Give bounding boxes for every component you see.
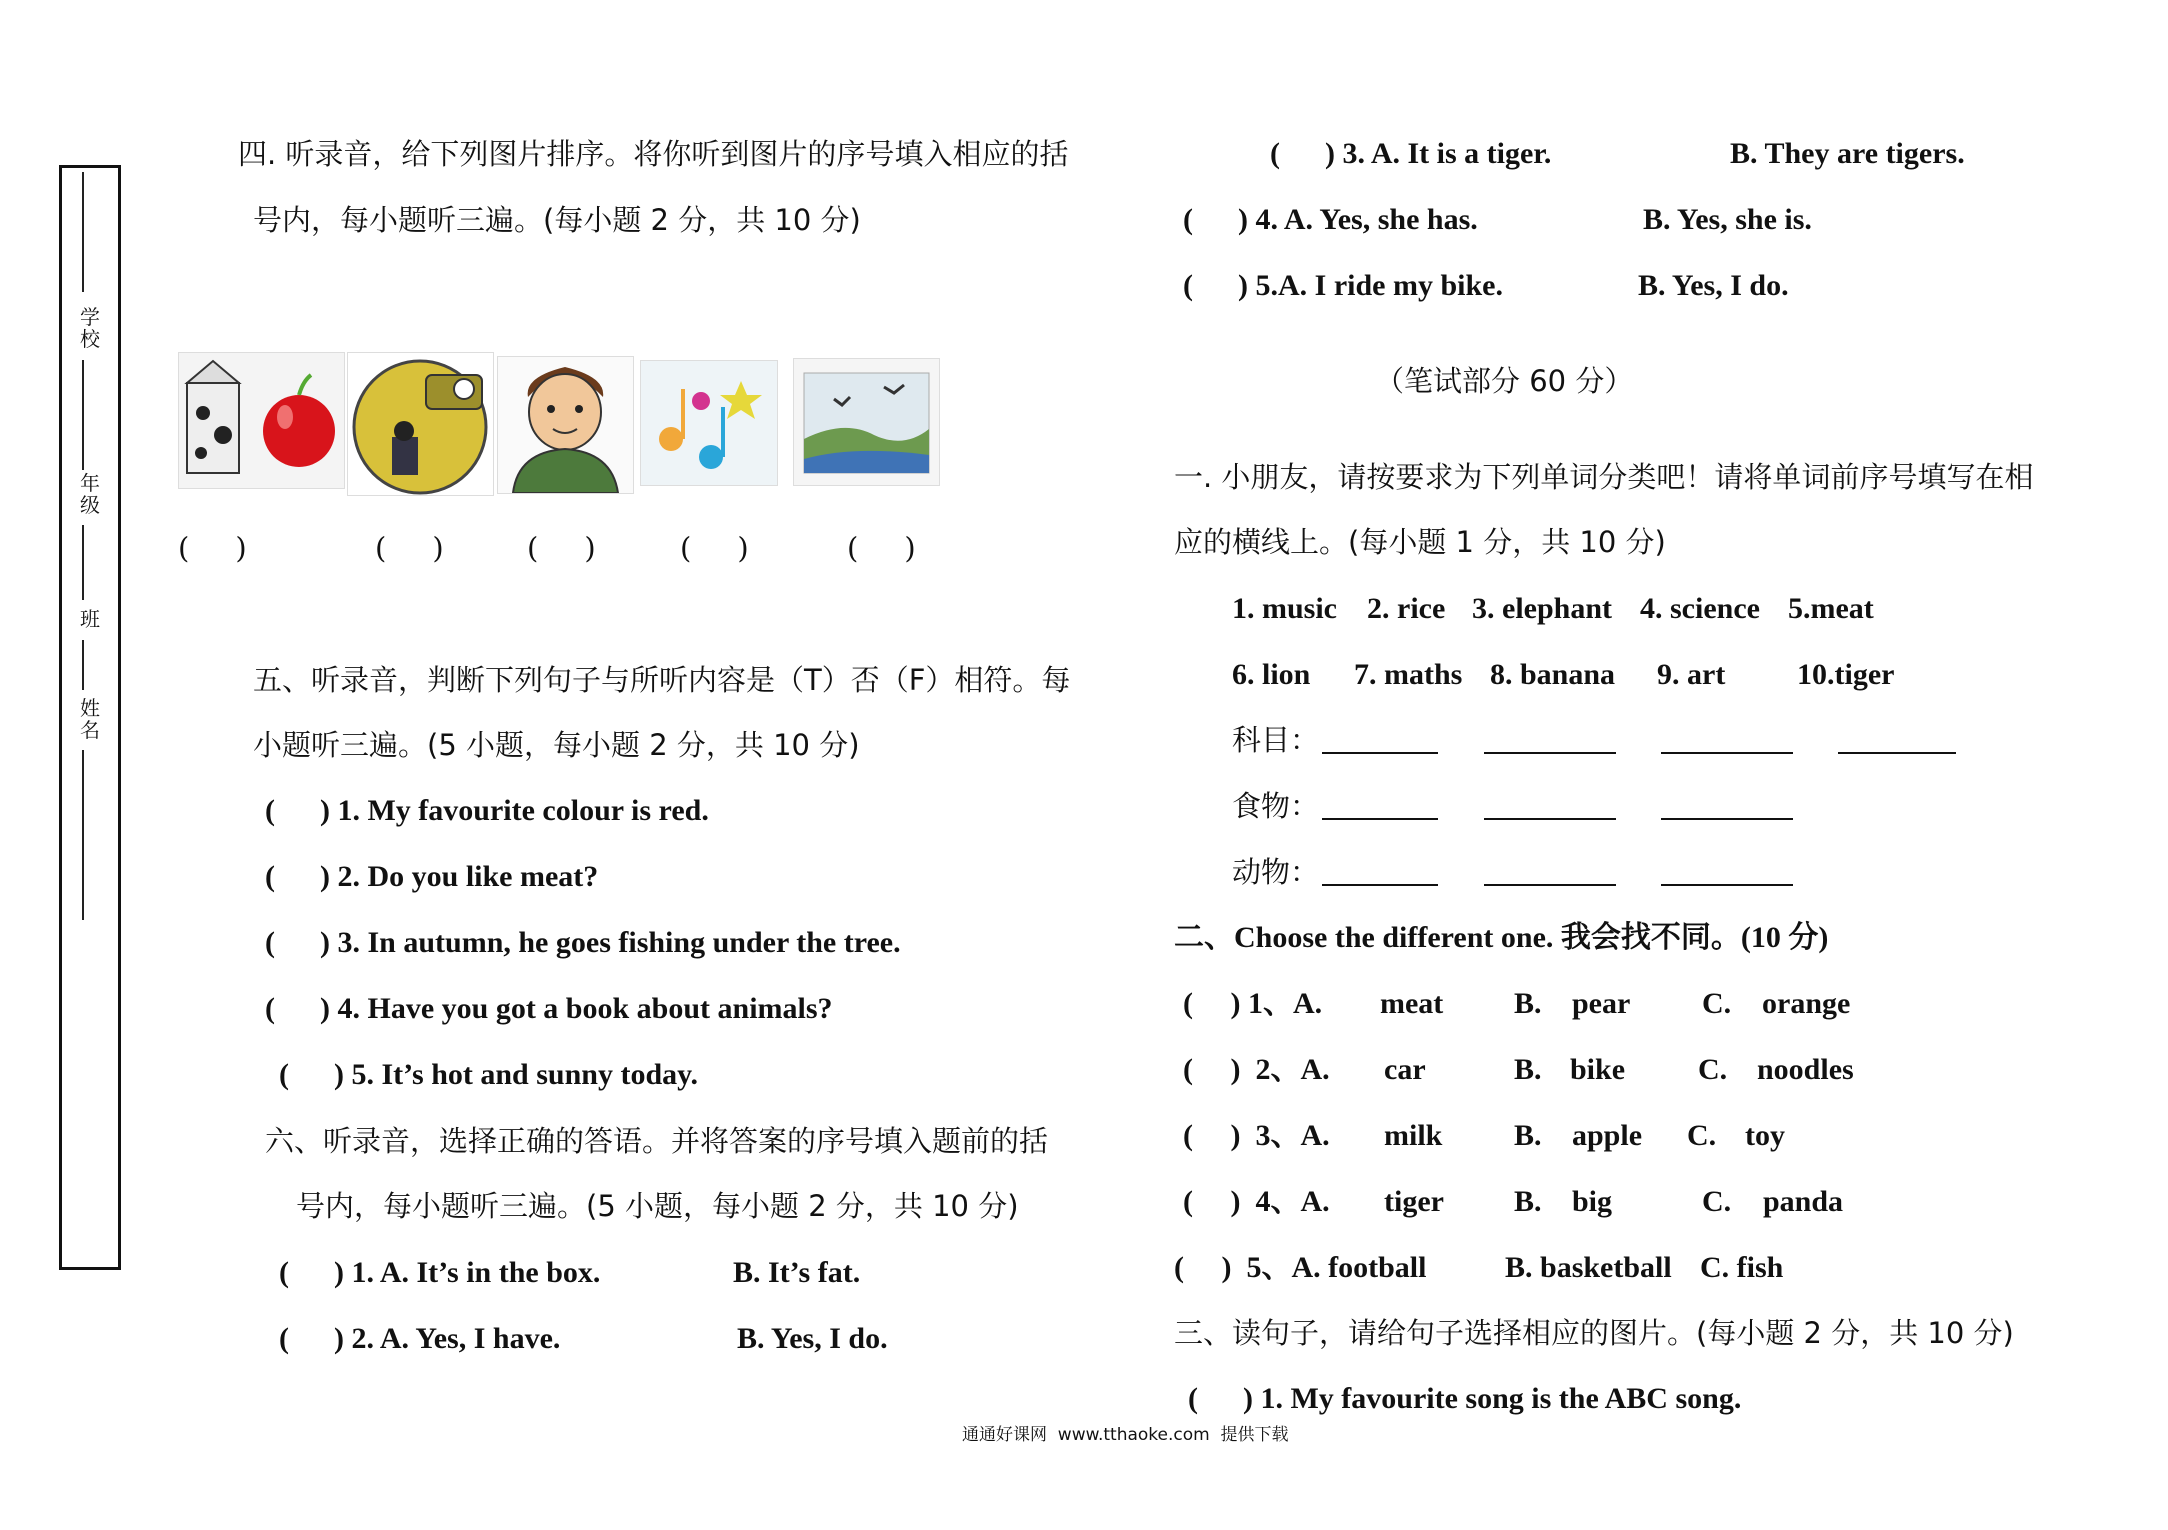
boy-picture — [497, 356, 634, 494]
answer-blank[interactable] — [1484, 794, 1616, 820]
answer-blank[interactable] — [1661, 794, 1793, 820]
word-item: 1. music — [1232, 592, 1337, 625]
music-notes-picture — [640, 360, 778, 486]
section5-item[interactable]: ( ) 3. In autumn, he goes fishing under the tree. — [265, 926, 901, 959]
part1-instruction-line1: 一. 小朋友，请按要求为下列单词分类吧！请将单词前序号填写在相 — [1174, 460, 2034, 494]
option-b-word: B. basketball — [1505, 1251, 1672, 1284]
word-item: 2. rice — [1367, 592, 1446, 625]
answer-blank[interactable] — [1838, 728, 1956, 754]
part2-item-number[interactable]: ( ) 1、A. — [1183, 987, 1323, 1020]
binding-line — [82, 172, 84, 292]
section5-item[interactable]: ( ) 4. Have you got a book about animals? — [265, 992, 833, 1025]
binding-line — [82, 640, 84, 690]
word-item: 6. lion — [1232, 658, 1311, 691]
section6-item-option-a[interactable]: ( ) 3. A. It is a tiger. — [1270, 137, 1552, 170]
option-b-label: B. — [1514, 1053, 1542, 1086]
answer-blank[interactable] — [1484, 860, 1616, 886]
option-a-word: tiger — [1384, 1185, 1444, 1218]
option-c-word: noodles — [1757, 1053, 1854, 1086]
option-a-word: milk — [1384, 1119, 1443, 1152]
section5-item[interactable]: ( ) 1. My favourite colour is red. — [265, 794, 709, 827]
answer-blank[interactable] — [1322, 794, 1438, 820]
word-item: 5.meat — [1788, 592, 1874, 625]
option-c-label: C. — [1702, 987, 1732, 1020]
section5-instruction-line1: 五、听录音，判断下列句子与所听内容是（T）否（F）相符。每 — [253, 663, 1071, 697]
part2-item-number[interactable]: ( ) 2、A. — [1183, 1053, 1330, 1086]
subject-category-label: 科目： — [1232, 723, 1320, 757]
section4-instruction-line2: 号内，每小题听三遍。(每小题 2 分，共 10 分) — [253, 203, 861, 237]
part2-item-5[interactable]: ( ) 5、A. football — [1174, 1251, 1427, 1284]
option-b-word: apple — [1572, 1119, 1643, 1152]
option-c-word: orange — [1762, 987, 1851, 1020]
option-c-word: C. fish — [1700, 1251, 1784, 1284]
written-part-title: （笔试部分 60 分） — [1375, 364, 1634, 398]
option-c-label: C. — [1698, 1053, 1728, 1086]
answer-bracket[interactable]: ( ) — [527, 531, 596, 565]
section6-item-option-b: B. They are tigers. — [1730, 137, 1965, 170]
school-label: 学校 — [80, 305, 100, 351]
option-c-label: C. — [1687, 1119, 1717, 1152]
option-b-word: pear — [1572, 987, 1631, 1020]
section6-item-option-a[interactable]: ( ) 2. A. Yes, I have. — [279, 1322, 561, 1355]
option-a-word: meat — [1380, 987, 1444, 1020]
section6-item-option-b: B. Yes, I do. — [1638, 269, 1789, 302]
name-label: 姓名 — [80, 696, 100, 742]
part2-item-number[interactable]: ( ) 3、A. — [1183, 1119, 1330, 1152]
answer-bracket[interactable]: ( ) — [680, 531, 749, 565]
section5-item[interactable]: ( ) 2. Do you like meat? — [265, 860, 599, 893]
answer-blank[interactable] — [1322, 860, 1438, 886]
option-b-label: B. — [1514, 1119, 1542, 1152]
word-item: 9. art — [1657, 658, 1726, 691]
section5-instruction-line2: 小题听三遍。(5 小题，每小题 2 分，共 10 分) — [253, 728, 860, 762]
part2-item-number[interactable]: ( ) 4、A. — [1183, 1185, 1330, 1218]
option-c-word: toy — [1745, 1119, 1785, 1152]
section6-item-option-b: B. Yes, I do. — [737, 1322, 888, 1355]
section6-item-option-a[interactable]: ( ) 1. A. It’s in the box. — [279, 1256, 601, 1289]
binding-line — [82, 360, 84, 470]
option-b-label: B. — [1514, 1185, 1542, 1218]
answer-bracket[interactable]: ( ) — [178, 531, 247, 565]
answer-blank[interactable] — [1661, 728, 1793, 754]
grade-label: 年级 — [80, 471, 100, 517]
word-item: 4. science — [1640, 592, 1760, 625]
section6-instruction-line1: 六、听录音，选择正确的答语。并将答案的序号填入题前的括 — [265, 1124, 1049, 1158]
word-item: 3. elephant — [1472, 592, 1613, 625]
answer-bracket[interactable]: ( ) — [375, 531, 444, 565]
section6-item-option-a[interactable]: ( ) 5.A. I ride my bike. — [1183, 269, 1503, 302]
option-b-label: B. — [1514, 987, 1542, 1020]
binding-line — [82, 750, 84, 920]
binding-line — [82, 525, 84, 600]
food-category-label: 食物： — [1232, 789, 1320, 823]
option-a-word: car — [1384, 1053, 1426, 1086]
animal-category-label: 动物： — [1232, 855, 1320, 889]
milk-and-apple-picture — [178, 352, 345, 489]
footer-source: 通通好课网 www.tthaoke.com 提供下载 — [962, 1425, 1289, 1445]
option-b-word: bike — [1570, 1053, 1626, 1086]
option-c-label: C. — [1702, 1185, 1732, 1218]
section5-item[interactable]: ( ) 5. It’s hot and sunny today. — [279, 1058, 698, 1091]
section6-item-option-b: B. Yes, she is. — [1643, 203, 1812, 236]
option-c-word: panda — [1763, 1185, 1844, 1218]
clock-picture — [347, 352, 494, 496]
part3-item[interactable]: ( ) 1. My favourite song is the ABC song. — [1188, 1382, 1742, 1415]
answer-blank[interactable] — [1484, 728, 1616, 754]
word-item: 8. banana — [1490, 658, 1616, 691]
answer-blank[interactable] — [1661, 860, 1793, 886]
part1-instruction-line2: 应的横线上。(每小题 1 分，共 10 分) — [1174, 525, 1666, 559]
landscape-picture — [793, 358, 940, 486]
section6-instruction-line2: 号内，每小题听三遍。(5 小题，每小题 2 分，共 10 分) — [296, 1189, 1019, 1223]
option-b-word: big — [1572, 1185, 1613, 1218]
word-item: 7. maths — [1354, 658, 1463, 691]
answer-blank[interactable] — [1322, 728, 1438, 754]
part3-title: 三、读句子，请给句子选择相应的图片。(每小题 2 分，共 10 分) — [1174, 1316, 2014, 1350]
section4-instruction-line1: 四. 听录音，给下列图片排序。将你听到图片的序号填入相应的括 — [238, 137, 1069, 171]
section6-item-option-a[interactable]: ( ) 4. A. Yes, she has. — [1183, 203, 1478, 236]
class-label: 班 — [80, 607, 100, 631]
section6-item-option-b: B. It’s fat. — [733, 1256, 861, 1289]
part2-title: 二、Choose the different one. 我会找不同。(10 分) — [1174, 921, 1829, 954]
word-item: 10.tiger — [1797, 658, 1895, 691]
answer-bracket[interactable]: ( ) — [847, 531, 916, 565]
